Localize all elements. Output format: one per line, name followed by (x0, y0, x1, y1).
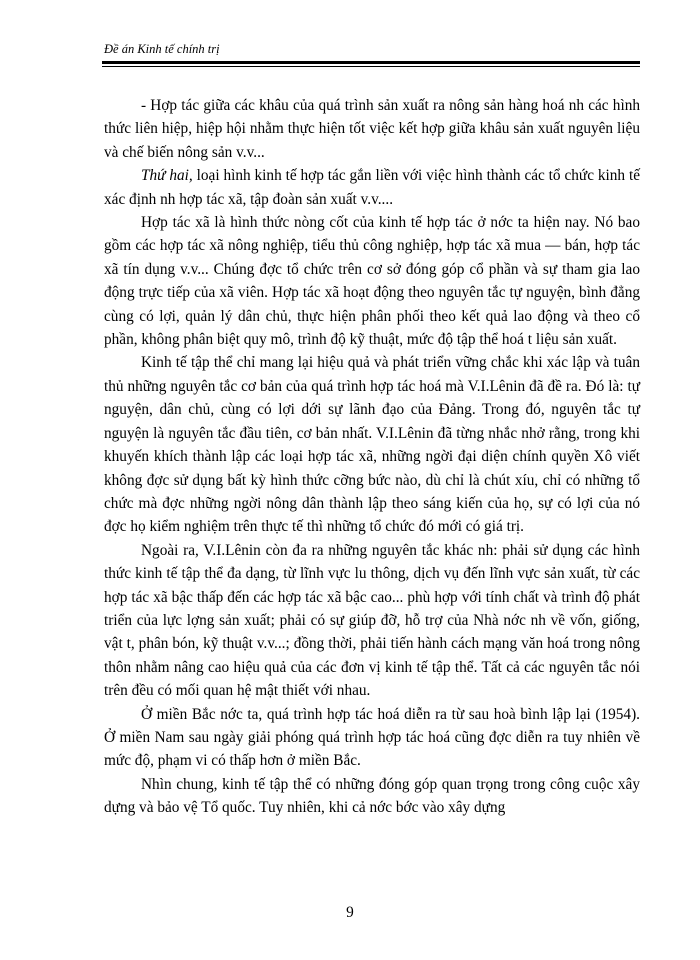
running-header-title: Đề án Kinh tế chính trị (104, 42, 220, 56)
page-number: 9 (346, 904, 354, 921)
paragraph-2: Thứ hai, loại hình kinh tế hợp tác gắn liền với việc hình thành các tổ chức kinh tế xác định nh hợp tác xã, tập đoàn sản xuất v.v.... (104, 167, 640, 208)
paragraph-6: Ở miền Bắc nớc ta, quá trình hợp tác hoá diễn ra từ sau hoà bình lập lại (1954). Ở miền Nam sau ngày giải phóng quá trình hợp tác hoá cũng đợc diễn ra tuy nhiên về mức độ, phạm vi có thấp hơn ở miền Bắc. (104, 705, 640, 770)
paragraph-4: Kinh tế tập thể chỉ mang lại hiệu quả và phát triển vững chắc khi xác lập và tuân thủ những nguyên tắc cơ bản của quá trình hợp tác hoá mà V.I.Lênin đã đề ra. Đó là: tự nguyện, dân chủ, cùng có lợi dới sự lãnh đạo của Đảng. Trong đó, nguyên tắc tự nguyện là nguyên tắc đầu tiên, cơ bản nhất. V.I.Lênin đã từng nhắc nhở rằng, trong khi khuyến khích thành lập các loại hợp tác xã, những ngời đại diện chính quyền Xô viết không đợc sử dụng bất kỳ hình thức cỡng bức nào, dù chỉ là chút xíu, chỉ có những tổ chức mà đợc những ngời nông dân thành lập theo sáng kiến của họ, sự có lợi của nó đợc họ kiểm nghiệm trên thực tế thì những tổ chức đó mới có giá trị. (104, 354, 640, 536)
paragraph-5: Ngoài ra, V.I.Lênin còn đa ra những nguyên tắc khác nh: phải sử dụng các hình thức kinh tế tập thể đa dạng, từ lĩnh vực lu thông, dịch vụ đến lĩnh vực sản xuất, từ các hợp tác xã bậc thấp đến các hợp tác xã bậc cao... phù hợp với tính chất và trình độ phát triển của lực lợng sản xuất; phải có sự giúp đỡ, hỗ trợ của Nhà nớc nh về vốn, giống, vật t, phân bón, kỹ thuật v.v...; đồng thời, phải tiến hành cách mạng văn hoá trong nông thôn nhằm nâng cao hiệu quả của các đơn vị kinh tế tập thể. Tất cả các nguyên tắc nói trên đều có mối quan hệ mật thiết với nhau. (104, 541, 640, 700)
header-rule-thick (102, 61, 640, 64)
body-text (104, 94, 640, 820)
paragraph-1: - Hợp tác giữa các khâu của quá trình sản xuất ra nông sản hàng hoá nh các hình thức liên hiệp, hiệp hội nhằm thực hiện tốt việc kết hợp giữa khâu sản xuất nguyên liệu và chế biến nông sản v.v... (104, 97, 640, 161)
header-rule-thin (102, 66, 640, 67)
paragraph-7: Nhìn chung, kinh tế tập thể có những đóng góp quan trọng trong công cuộc xây dựng và bảo vệ Tổ quốc. Tuy nhiên, khi cả nớc bớc vào xây dựng (104, 775, 640, 817)
italic-lead: Thứ hai, (141, 167, 193, 185)
paragraph-3: Hợp tác xã là hình thức nòng cốt của kinh tế hợp tác ở nớc ta hiện nay. Nó bao gồm các hợp tác xã nông nghiệp, tiểu thủ công nghiệp, hợp tác xã mua — bán, hợp tác xã tín dụng v.v... Chúng đợc tổ chức trên cơ sở đóng góp cổ phần và sự tham gia lao động trực tiếp của xã viên. Hợp tác xã hoạt động theo nguyên tắc tự nguyện, bình đẳng cùng có lợi, quản lý dân chủ, thực hiện phân phối theo kết quả lao động và theo cổ phần, không phân biệt quy mô, trình độ kỹ thuật, mức độ tập thể hoá t liệu sản xuất. (104, 214, 640, 349)
